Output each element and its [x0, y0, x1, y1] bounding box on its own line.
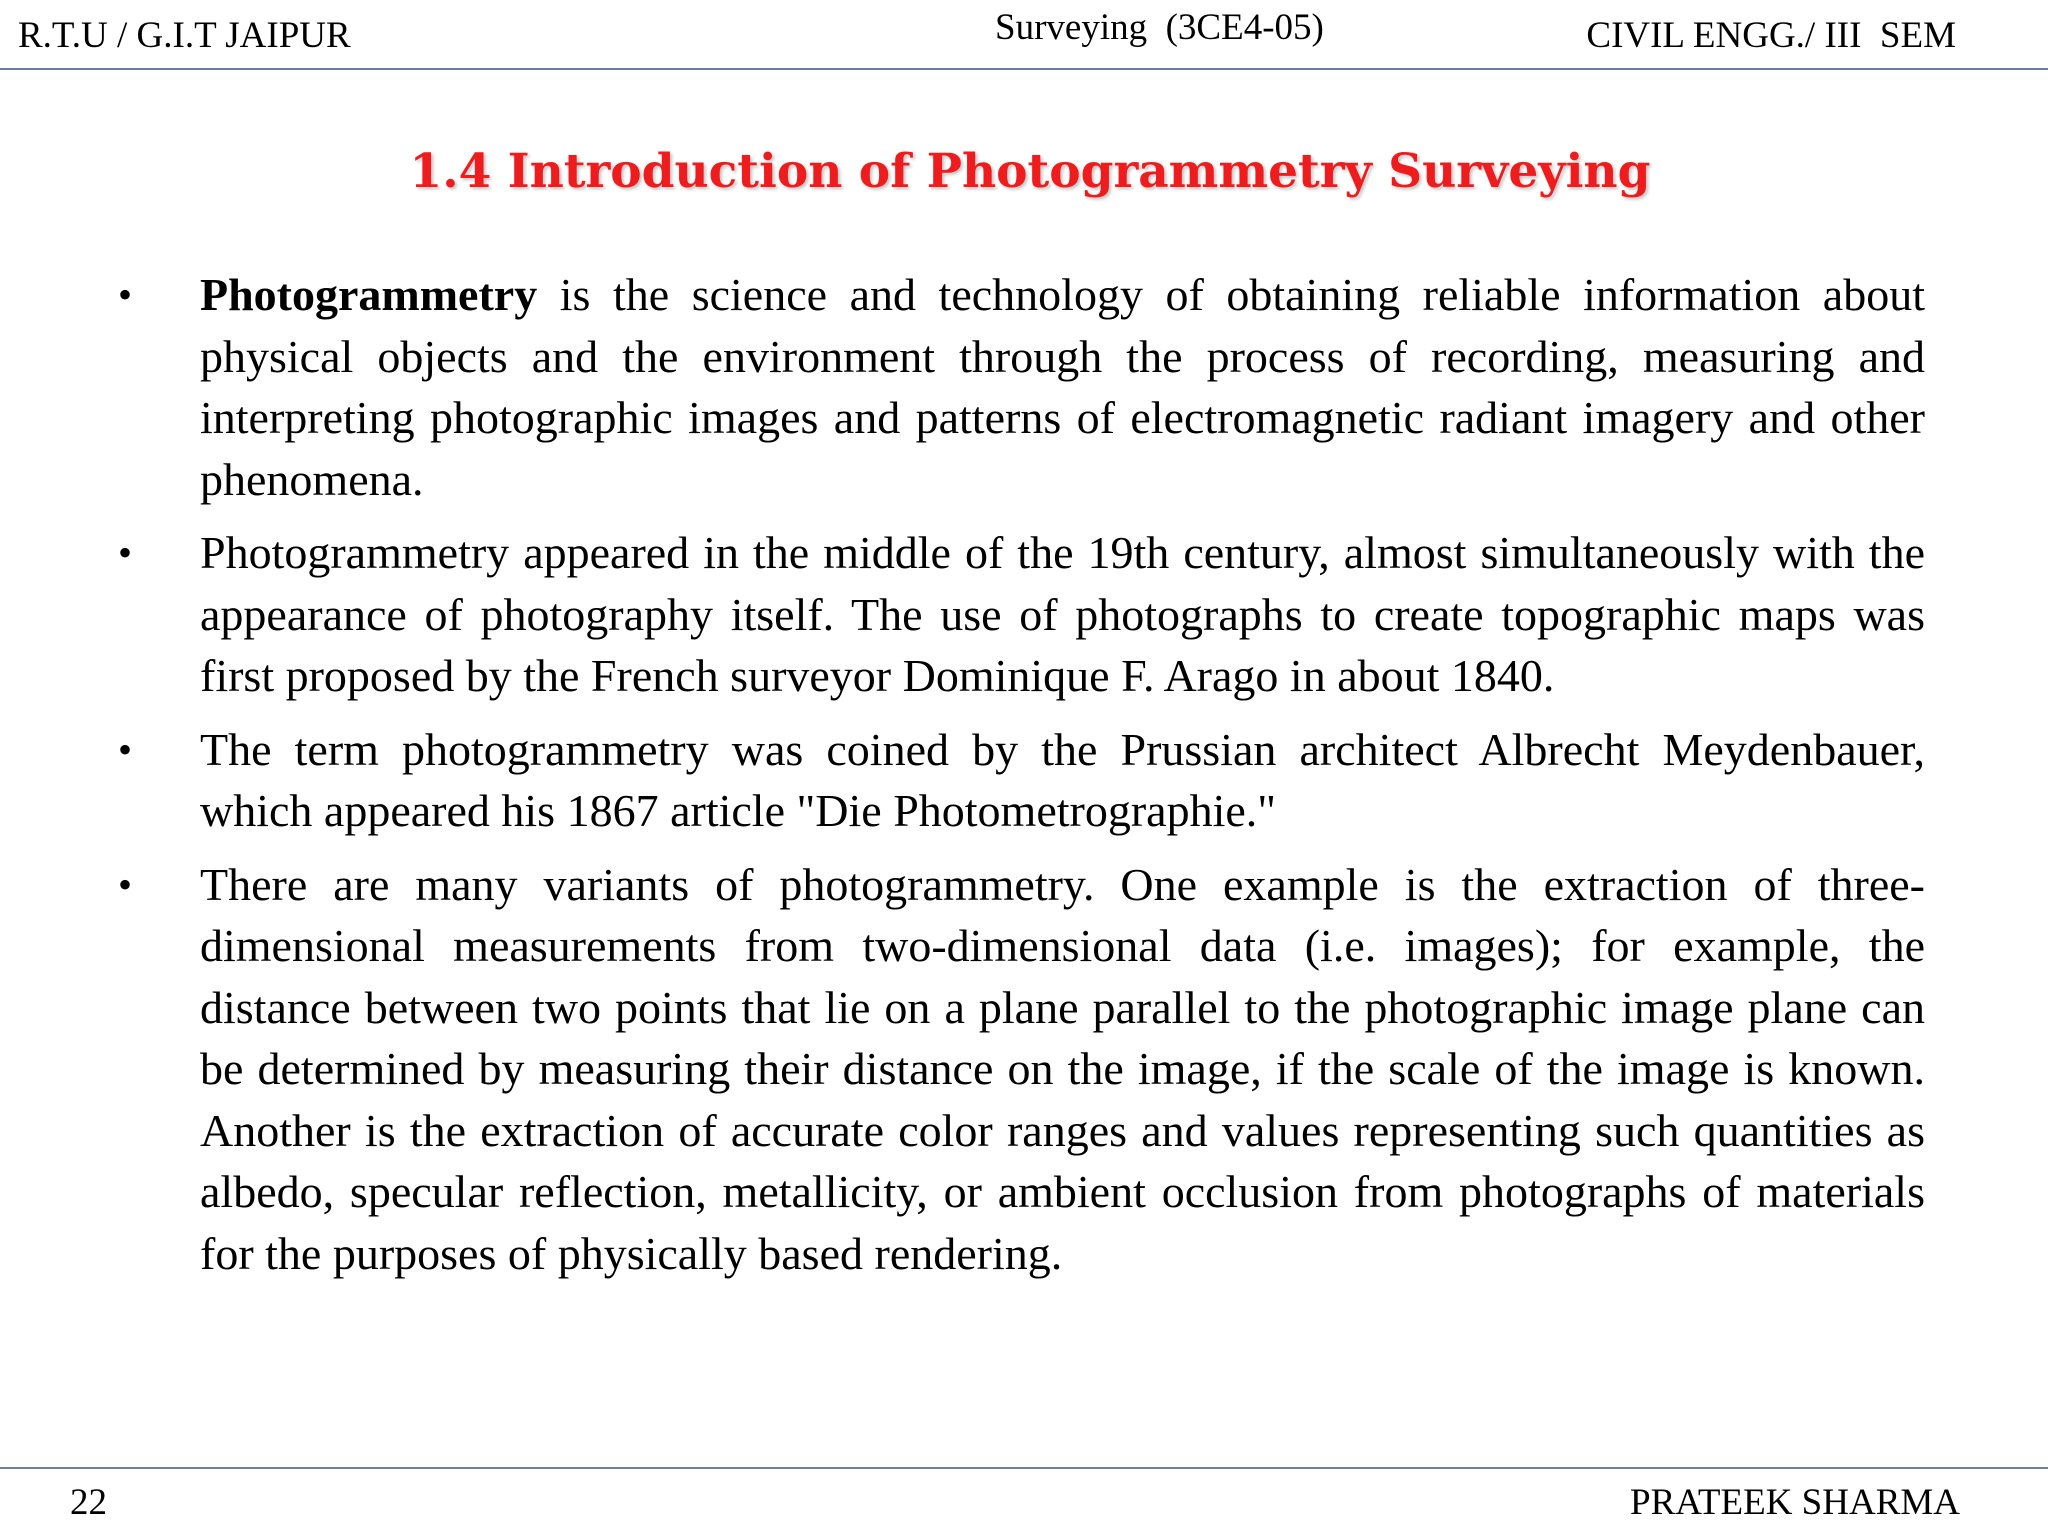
bullet-item — [118, 522, 1925, 707]
slide-title: 1.4 Introduction of Photogrammetry Surveying — [409, 144, 1651, 199]
bullet-text: The term photogrammetry was coined by the Prussian architect Albrecht Meydenbauer, which appeared his 1867 article "Die Photometrographie." — [200, 723, 1925, 836]
page-number: 22 — [70, 1482, 107, 1523]
header-subject: Surveying (3CE4-05) — [995, 7, 1324, 48]
bullet-item — [118, 264, 1925, 510]
bullet-dot-icon: • — [118, 530, 133, 575]
footer-divider — [0, 1467, 2048, 1469]
bullet-dot-icon: • — [118, 726, 133, 772]
header-department: CIVIL ENGG./ III SEM — [1586, 15, 1956, 56]
header-divider — [0, 68, 2048, 70]
author-name: PRATEEK SHARMA — [1630, 1482, 1960, 1523]
bullet-text: Photogrammetry appeared in the middle of the 19th century, almost simultaneously with the appearance of photography itself. The use of photographs to create topographic maps was first proposed by the French surveyor Dominique F. Arago in about 1840. — [200, 527, 1925, 701]
bullet-dot-icon: • — [118, 272, 133, 317]
bullet-text: There are many variants of photogrammetry. One example is the extraction of three-dimensional measurements from two-dimensional data (i.e. images); for example, the distance between two points that lie on a plane parallel to the photographic image plane can be determined by measuring their distance on the image, if the scale of the image is known. Another is the extraction of accurate color ranges and values representing such quantities as albedo, specular reflection, metallicity, or ambient occlusion from photographs of materials for the purposes of physically based rendering. — [200, 858, 1925, 1279]
header-institution: R.T.U / G.I.T JAIPUR — [18, 15, 351, 56]
bullet-bold-term: Photogrammetry — [200, 269, 538, 320]
bullet-dot-icon: • — [118, 861, 133, 907]
bullet-list — [118, 264, 1925, 1296]
bullet-text: is the science and technology of obtaining reliable information about physical objects and the environment through the process of recording, measuring and interpreting photographic images and patterns of electromagnetic radiant imagery and other phenomena. — [200, 269, 1925, 505]
bullet-item — [118, 719, 1925, 842]
bullet-item — [118, 854, 1925, 1285]
